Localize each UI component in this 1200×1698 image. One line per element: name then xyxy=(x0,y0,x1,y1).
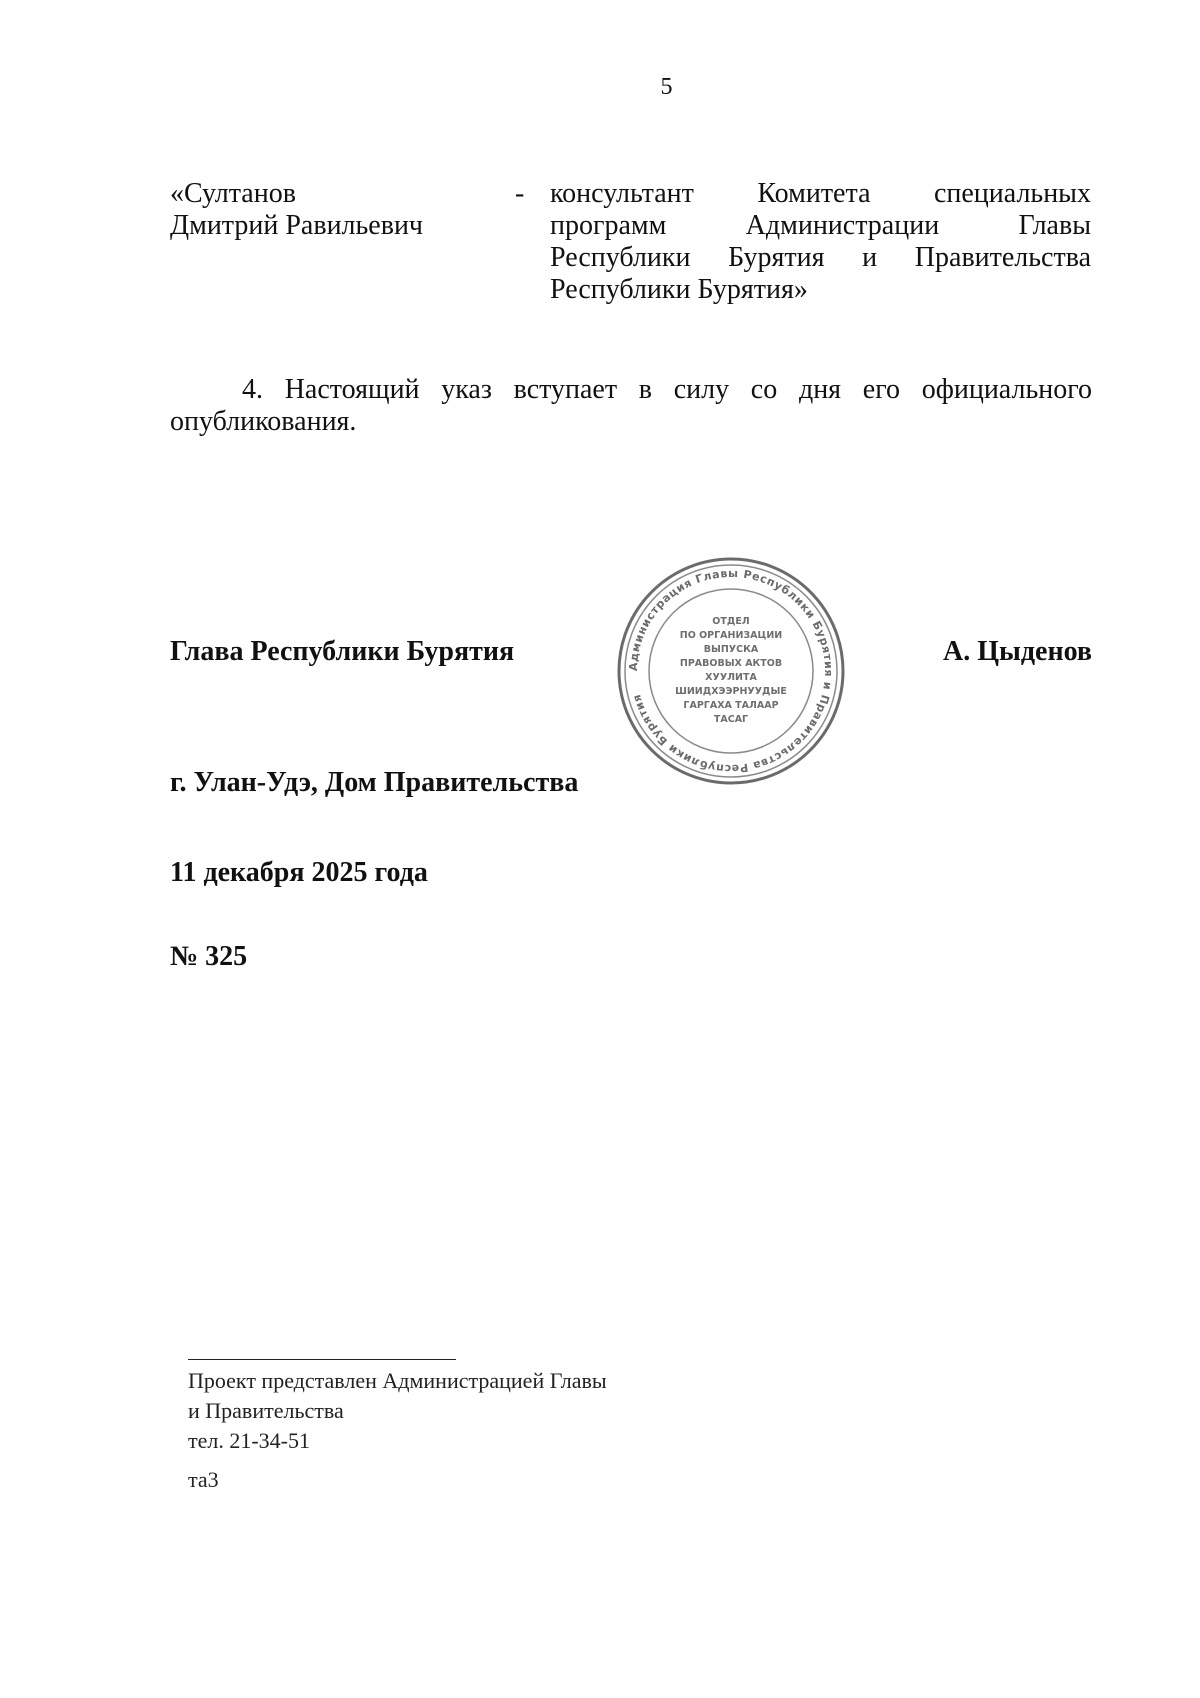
official-seal-stamp xyxy=(616,556,846,786)
footnote-line: и Правительства xyxy=(188,1398,344,1423)
issuance-place: г. Улан-Удэ, Дом Правительства xyxy=(170,767,579,798)
document-number: № 325 xyxy=(170,941,248,972)
page-number: 5 xyxy=(660,74,673,100)
signatory-name: А. Цыденов xyxy=(942,636,1092,667)
appointee-surname: «Султанов xyxy=(170,178,296,209)
seal-center-line: ПО ОРГАНИЗАЦИИ xyxy=(679,630,783,641)
seal-center-line: ШИИДХЭЭРНУУДЫЕ xyxy=(675,686,787,697)
seal-center-line: ТАСАГ xyxy=(713,714,749,725)
appointee-name xyxy=(170,178,510,242)
seal-center-line: ГАРГАХА ТАЛААР xyxy=(683,700,779,711)
appointee-role: консультант Комитета специальных программ Администрации Главы Республики Бурятия и Правительства Республики Бурятия» xyxy=(550,178,1091,305)
footnote-line: Проект представлен Администрацией Главы xyxy=(188,1368,607,1393)
clause-4: 4. Настоящий указ вступает в силу со дня его официального опубликования. xyxy=(170,374,1092,437)
author-initials: та3 xyxy=(188,1467,219,1492)
issuance-date: 11 декабря 2025 года xyxy=(170,857,428,888)
signatory-title: Глава Республики Бурятия xyxy=(170,636,515,667)
footnote-divider xyxy=(188,1359,456,1360)
seal-center-line: ОТДЕЛ xyxy=(712,616,750,627)
seal-outer-text: Администрация Главы Республики Бурятия и Правительства Республики Бурятия xyxy=(626,566,836,776)
footnote-phone: тел. 21-34-51 xyxy=(188,1428,311,1453)
seal-center-line: ХУУЛИТА xyxy=(705,672,757,683)
seal-center-line: ПРАВОВЫХ АКТОВ xyxy=(679,658,783,669)
appointee-given-names: Дмитрий Равильевич xyxy=(170,210,424,241)
svg-text:Администрация Главы Республики xyxy=(627,567,835,775)
footnote xyxy=(188,1366,607,1456)
seal-center-line: ВЫПУСКА xyxy=(703,644,759,655)
appointee-dash: - xyxy=(515,178,525,209)
